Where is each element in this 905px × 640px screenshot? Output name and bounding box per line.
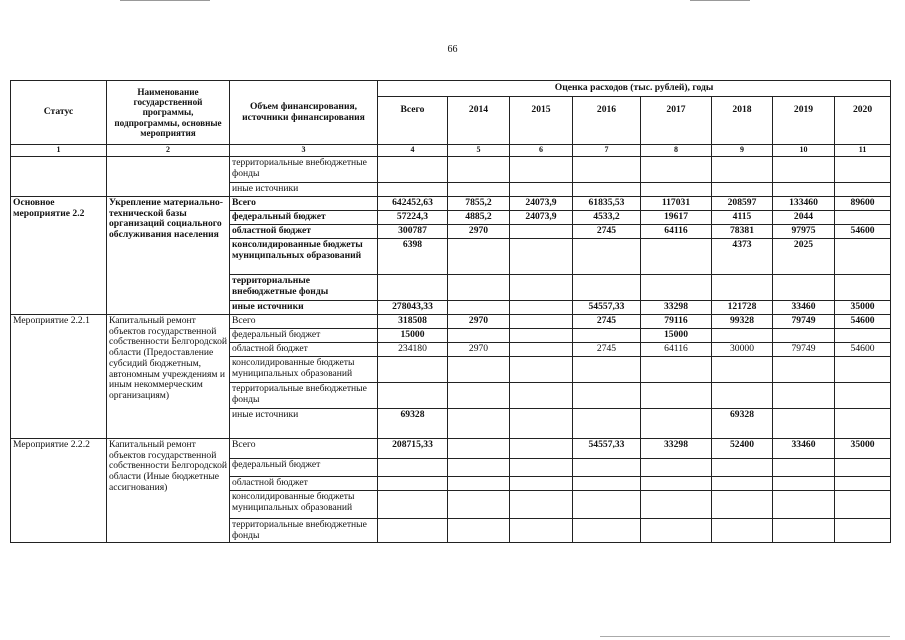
value-cell: 61835,53 (573, 197, 641, 211)
value-cell (573, 519, 641, 543)
value-cell: 2745 (573, 315, 641, 329)
value-cell (835, 211, 891, 225)
value-cell (641, 275, 712, 301)
value-cell (573, 477, 641, 491)
value-cell (510, 315, 573, 329)
funding-source-cell: территориальные внебюджетные фонды (230, 519, 378, 543)
value-cell (510, 225, 573, 239)
header-year: 2014 (448, 97, 510, 145)
funding-source-cell: территориальные внебюджетные фонды (230, 275, 378, 301)
value-cell: 2044 (773, 211, 835, 225)
value-cell: 121728 (712, 301, 773, 315)
value-cell (712, 275, 773, 301)
value-cell (835, 239, 891, 275)
value-cell: 117031 (641, 197, 712, 211)
header-year: 2020 (835, 97, 891, 145)
value-cell (448, 459, 510, 477)
status-cell: Мероприятие 2.2.1 (11, 315, 107, 439)
value-cell: 54557,33 (573, 301, 641, 315)
value-cell (641, 477, 712, 491)
value-cell (773, 477, 835, 491)
funding-source-cell: иные источники (230, 183, 378, 197)
value-cell (510, 239, 573, 275)
value-cell (448, 357, 510, 383)
value-cell (378, 275, 448, 301)
value-cell: 4115 (712, 211, 773, 225)
value-cell (510, 343, 573, 357)
value-cell (641, 519, 712, 543)
value-cell (573, 157, 641, 183)
header-year: 2019 (773, 97, 835, 145)
page-number: 66 (447, 44, 458, 55)
value-cell (835, 157, 891, 183)
value-cell: 64116 (641, 343, 712, 357)
value-cell (773, 275, 835, 301)
value-cell: 57224,3 (378, 211, 448, 225)
value-cell: 79116 (641, 315, 712, 329)
value-cell (641, 357, 712, 383)
funding-source-cell: территориальные внебюджетные фонды (230, 157, 378, 183)
value-cell (641, 383, 712, 409)
value-cell (378, 477, 448, 491)
value-cell: 208597 (712, 197, 773, 211)
funding-source-cell: территориальные внебюджетные фонды (230, 383, 378, 409)
value-cell (773, 183, 835, 197)
funding-source-cell: Всего (230, 315, 378, 329)
value-cell (448, 275, 510, 301)
value-cell (448, 383, 510, 409)
value-cell (573, 383, 641, 409)
value-cell (835, 491, 891, 519)
value-cell: 24073,9 (510, 211, 573, 225)
value-cell (378, 519, 448, 543)
value-cell (448, 409, 510, 439)
value-cell: 78381 (712, 225, 773, 239)
value-cell (835, 459, 891, 477)
value-cell: 7855,2 (448, 197, 510, 211)
funding-source-cell: областной бюджет (230, 343, 378, 357)
value-cell: 4533,2 (573, 211, 641, 225)
value-cell (641, 491, 712, 519)
value-cell (448, 301, 510, 315)
column-index: 4 (378, 145, 448, 157)
value-cell (448, 239, 510, 275)
value-cell (712, 383, 773, 409)
value-cell: 97975 (773, 225, 835, 239)
funding-source-cell: федеральный бюджет (230, 459, 378, 477)
table-row (11, 197, 891, 211)
funding-source-cell: федеральный бюджет (230, 211, 378, 225)
header-name: Наименование государственной программы, подпрограммы, основные мероприятия (107, 81, 230, 145)
value-cell (773, 409, 835, 439)
value-cell (378, 357, 448, 383)
value-cell (510, 183, 573, 197)
value-cell: 2970 (448, 343, 510, 357)
table-row (11, 157, 891, 183)
value-cell: 33460 (773, 301, 835, 315)
value-cell (448, 477, 510, 491)
column-index: 10 (773, 145, 835, 157)
value-cell (773, 157, 835, 183)
value-cell: 15000 (378, 329, 448, 343)
value-cell: 79749 (773, 315, 835, 329)
scan-mark (690, 0, 750, 1)
value-cell: 52400 (712, 439, 773, 459)
value-cell (448, 491, 510, 519)
value-cell (641, 459, 712, 477)
value-cell: 35000 (835, 301, 891, 315)
value-cell (712, 459, 773, 477)
value-cell: 234180 (378, 343, 448, 357)
value-cell: 278043,33 (378, 301, 448, 315)
value-cell (510, 157, 573, 183)
value-cell (641, 239, 712, 275)
status-cell: Основное мероприятие 2.2 (11, 197, 107, 315)
value-cell (773, 357, 835, 383)
value-cell (573, 459, 641, 477)
scan-mark (600, 636, 890, 637)
column-index: 9 (712, 145, 773, 157)
value-cell (835, 383, 891, 409)
value-cell (378, 459, 448, 477)
header-year: 2016 (573, 97, 641, 145)
value-cell (835, 357, 891, 383)
column-index: 8 (641, 145, 712, 157)
value-cell (448, 329, 510, 343)
funding-source-cell: Всего (230, 439, 378, 459)
value-cell: 35000 (835, 439, 891, 459)
header-estimate: Оценка расходов (тыс. рублей), годы (378, 81, 891, 97)
value-cell: 54600 (835, 225, 891, 239)
funding-source-cell: иные источники (230, 409, 378, 439)
column-index: 3 (230, 145, 378, 157)
value-cell (835, 183, 891, 197)
value-cell (510, 519, 573, 543)
value-cell (773, 329, 835, 343)
status-cell (11, 157, 107, 197)
value-cell: 4885,2 (448, 211, 510, 225)
funding-source-cell: консолидированные бюджеты муниципальных образований (230, 491, 378, 519)
value-cell: 300787 (378, 225, 448, 239)
value-cell (573, 329, 641, 343)
value-cell (712, 491, 773, 519)
value-cell (378, 183, 448, 197)
value-cell: 79749 (773, 343, 835, 357)
value-cell: 24073,9 (510, 197, 573, 211)
value-cell (510, 383, 573, 409)
column-index: 6 (510, 145, 573, 157)
value-cell (573, 491, 641, 519)
value-cell (448, 183, 510, 197)
funding-source-cell: федеральный бюджет (230, 329, 378, 343)
value-cell (773, 383, 835, 409)
value-cell (378, 491, 448, 519)
value-cell (510, 409, 573, 439)
table-row (11, 439, 891, 459)
program-name-cell: Капитальный ремонт объектов государственной собственности Белгородской области (Предоставление субсидий бюджетным, автономным учреждениям и иным некоммерческим организациям) (107, 315, 230, 439)
column-index: 5 (448, 145, 510, 157)
header-status: Статус (11, 81, 107, 145)
column-index: 1 (11, 145, 107, 157)
value-cell: 15000 (641, 329, 712, 343)
value-cell (510, 275, 573, 301)
value-cell (510, 301, 573, 315)
value-cell: 642452,63 (378, 197, 448, 211)
value-cell (448, 519, 510, 543)
funding-source-cell: областной бюджет (230, 225, 378, 239)
value-cell: 2745 (573, 343, 641, 357)
value-cell: 19617 (641, 211, 712, 225)
table-row (11, 315, 891, 329)
table-header (11, 81, 891, 157)
funding-source-cell: консолидированные бюджеты муниципальных образований (230, 239, 378, 275)
value-cell (641, 409, 712, 439)
value-cell: 99328 (712, 315, 773, 329)
value-cell (712, 183, 773, 197)
value-cell (573, 239, 641, 275)
value-cell: 64116 (641, 225, 712, 239)
value-cell (378, 157, 448, 183)
header-funding: Объем финансирования, источники финансирования (230, 81, 378, 145)
value-cell (835, 275, 891, 301)
value-cell (510, 439, 573, 459)
value-cell (835, 409, 891, 439)
value-cell (641, 157, 712, 183)
scan-mark (120, 0, 210, 1)
column-index: 11 (835, 145, 891, 157)
funding-source-cell: областной бюджет (230, 477, 378, 491)
value-cell: 69328 (378, 409, 448, 439)
value-cell: 89600 (835, 197, 891, 211)
value-cell (773, 519, 835, 543)
program-name-cell: Укрепление материально-технической базы организаций социального обслуживания населения (107, 197, 230, 315)
value-cell: 133460 (773, 197, 835, 211)
value-cell (573, 275, 641, 301)
value-cell (510, 477, 573, 491)
value-cell: 54600 (835, 315, 891, 329)
value-cell: 33298 (641, 439, 712, 459)
value-cell (712, 157, 773, 183)
value-cell (712, 329, 773, 343)
value-cell: 2970 (448, 225, 510, 239)
header-year: Всего (378, 97, 448, 145)
header-index-row (11, 145, 891, 157)
header-year: 2017 (641, 97, 712, 145)
value-cell: 69328 (712, 409, 773, 439)
status-cell: Мероприятие 2.2.2 (11, 439, 107, 543)
value-cell (448, 157, 510, 183)
header-year: 2018 (712, 97, 773, 145)
value-cell (835, 477, 891, 491)
value-cell: 33298 (641, 301, 712, 315)
value-cell: 2745 (573, 225, 641, 239)
value-cell (510, 459, 573, 477)
value-cell: 54557,33 (573, 439, 641, 459)
value-cell (773, 491, 835, 519)
value-cell: 4373 (712, 239, 773, 275)
value-cell (510, 329, 573, 343)
value-cell (641, 183, 712, 197)
header-year: 2015 (510, 97, 573, 145)
table-body (11, 157, 891, 543)
value-cell: 2970 (448, 315, 510, 329)
value-cell (378, 383, 448, 409)
value-cell (573, 183, 641, 197)
funding-source-cell: иные источники (230, 301, 378, 315)
funding-source-cell: консолидированные бюджеты муниципальных образований (230, 357, 378, 383)
value-cell (712, 519, 773, 543)
program-name-cell: Капитальный ремонт объектов государственной собственности Белгородской области (Иные бюджетные ассигнования) (107, 439, 230, 543)
value-cell (448, 439, 510, 459)
value-cell (573, 409, 641, 439)
value-cell: 2025 (773, 239, 835, 275)
value-cell: 6398 (378, 239, 448, 275)
value-cell (573, 357, 641, 383)
value-cell (712, 477, 773, 491)
value-cell: 33460 (773, 439, 835, 459)
value-cell (835, 329, 891, 343)
budget-table (10, 80, 891, 543)
program-name-cell (107, 157, 230, 197)
value-cell (510, 357, 573, 383)
value-cell (712, 357, 773, 383)
value-cell (773, 459, 835, 477)
column-index: 7 (573, 145, 641, 157)
value-cell: 208715,33 (378, 439, 448, 459)
value-cell: 318508 (378, 315, 448, 329)
funding-source-cell: Всего (230, 197, 378, 211)
value-cell: 54600 (835, 343, 891, 357)
value-cell (510, 491, 573, 519)
value-cell (835, 519, 891, 543)
column-index: 2 (107, 145, 230, 157)
value-cell: 30000 (712, 343, 773, 357)
